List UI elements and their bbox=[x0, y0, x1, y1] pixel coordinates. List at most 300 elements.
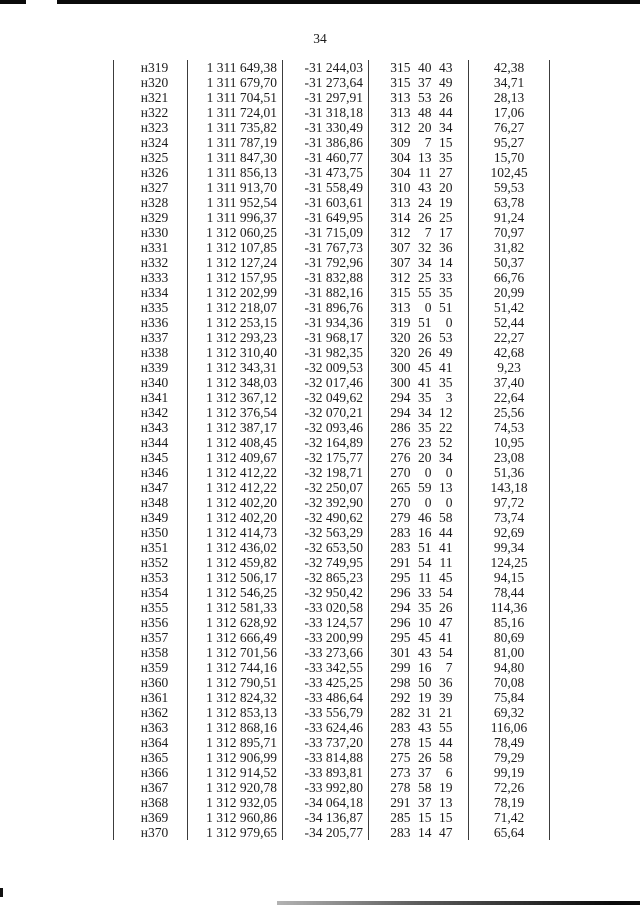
bearing-minutes: 11 bbox=[418, 165, 432, 180]
cell-point-id: н333 bbox=[114, 270, 188, 285]
cell-distance: 10,95 bbox=[469, 435, 550, 450]
cell-point-id: н341 bbox=[114, 390, 188, 405]
bearing-degrees: 313 bbox=[390, 90, 411, 105]
cell-distance: 25,56 bbox=[469, 405, 550, 420]
table-body bbox=[114, 60, 550, 840]
cell-y-coordinate: -31 832,88 bbox=[283, 270, 369, 285]
bearing-minutes: 0 bbox=[424, 300, 432, 315]
table-row bbox=[114, 810, 550, 825]
cell-distance: 71,42 bbox=[469, 810, 550, 825]
cell-distance: 34,71 bbox=[469, 75, 550, 90]
cell-x-coordinate: 1 311 724,01 bbox=[188, 105, 283, 120]
bearing-seconds: 52 bbox=[439, 435, 453, 450]
bearing-minutes: 0 bbox=[424, 465, 432, 480]
bearing-seconds: 21 bbox=[439, 705, 453, 720]
cell-x-coordinate: 1 312 376,54 bbox=[188, 405, 283, 420]
cell-x-coordinate: 1 312 853,13 bbox=[188, 705, 283, 720]
cell-bearing-dms bbox=[369, 405, 469, 420]
cell-point-id: н325 bbox=[114, 150, 188, 165]
cell-point-id: н331 bbox=[114, 240, 188, 255]
bearing-seconds: 33 bbox=[439, 270, 453, 285]
cell-distance: 102,45 bbox=[469, 165, 550, 180]
bearing-seconds: 34 bbox=[439, 450, 453, 465]
bearing-minutes: 16 bbox=[418, 525, 432, 540]
cell-x-coordinate: 1 312 202,99 bbox=[188, 285, 283, 300]
bearing-minutes: 35 bbox=[418, 390, 432, 405]
bearing-seconds: 15 bbox=[439, 135, 453, 150]
table-row bbox=[114, 825, 550, 840]
table-row bbox=[114, 195, 550, 210]
table-row bbox=[114, 75, 550, 90]
cell-point-id: н322 bbox=[114, 105, 188, 120]
bearing-degrees: 304 bbox=[390, 165, 411, 180]
table-row bbox=[114, 150, 550, 165]
cell-y-coordinate: -31 792,96 bbox=[283, 255, 369, 270]
table-row bbox=[114, 90, 550, 105]
bearing-degrees: 314 bbox=[390, 210, 411, 225]
table-row bbox=[114, 420, 550, 435]
bearing-minutes: 26 bbox=[418, 345, 432, 360]
bearing-degrees: 313 bbox=[390, 300, 411, 315]
coordinate-table bbox=[113, 60, 550, 840]
cell-point-id: н359 bbox=[114, 660, 188, 675]
cell-distance: 99,19 bbox=[469, 765, 550, 780]
cell-bearing-dms bbox=[369, 525, 469, 540]
cell-distance: 15,70 bbox=[469, 150, 550, 165]
cell-point-id: н347 bbox=[114, 480, 188, 495]
cell-bearing-dms bbox=[369, 510, 469, 525]
bearing-minutes: 43 bbox=[418, 180, 432, 195]
bearing-degrees: 265 bbox=[390, 480, 411, 495]
bearing-seconds: 0 bbox=[445, 465, 453, 480]
cell-x-coordinate: 1 312 895,71 bbox=[188, 735, 283, 750]
cell-x-coordinate: 1 312 218,07 bbox=[188, 300, 283, 315]
cell-distance: 92,69 bbox=[469, 525, 550, 540]
cell-x-coordinate: 1 312 506,17 bbox=[188, 570, 283, 585]
cell-x-coordinate: 1 312 436,02 bbox=[188, 540, 283, 555]
cell-distance: 28,13 bbox=[469, 90, 550, 105]
cell-bearing-dms bbox=[369, 75, 469, 90]
cell-bearing-dms bbox=[369, 705, 469, 720]
bearing-degrees: 307 bbox=[390, 240, 411, 255]
table-row bbox=[114, 660, 550, 675]
cell-distance: 76,27 bbox=[469, 120, 550, 135]
bearing-degrees: 312 bbox=[390, 225, 411, 240]
cell-x-coordinate: 1 312 387,17 bbox=[188, 420, 283, 435]
bearing-minutes: 54 bbox=[418, 555, 432, 570]
page-number: 34 bbox=[313, 31, 327, 46]
bearing-degrees: 294 bbox=[390, 600, 411, 615]
bearing-degrees: 279 bbox=[390, 510, 411, 525]
cell-point-id: н369 bbox=[114, 810, 188, 825]
cell-bearing-dms bbox=[369, 585, 469, 600]
bearing-seconds: 43 bbox=[439, 60, 453, 75]
cell-y-coordinate: -32 653,50 bbox=[283, 540, 369, 555]
bearing-degrees: 299 bbox=[390, 660, 411, 675]
cell-point-id: н350 bbox=[114, 525, 188, 540]
bearing-degrees: 295 bbox=[390, 570, 411, 585]
cell-bearing-dms bbox=[369, 780, 469, 795]
table-row bbox=[114, 360, 550, 375]
cell-distance: 97,72 bbox=[469, 495, 550, 510]
table-row bbox=[114, 405, 550, 420]
bearing-minutes: 45 bbox=[418, 360, 432, 375]
cell-bearing-dms bbox=[369, 555, 469, 570]
bearing-degrees: 294 bbox=[390, 405, 411, 420]
cell-bearing-dms bbox=[369, 60, 469, 75]
bearing-degrees: 312 bbox=[390, 120, 411, 135]
table-row bbox=[114, 435, 550, 450]
scan-artifact-top-bar bbox=[0, 0, 640, 4]
bearing-seconds: 27 bbox=[439, 165, 453, 180]
cell-x-coordinate: 1 312 932,05 bbox=[188, 795, 283, 810]
table-row bbox=[114, 480, 550, 495]
cell-y-coordinate: -32 070,21 bbox=[283, 405, 369, 420]
cell-point-id: н338 bbox=[114, 345, 188, 360]
table-row bbox=[114, 210, 550, 225]
bearing-seconds: 22 bbox=[439, 420, 453, 435]
cell-bearing-dms bbox=[369, 480, 469, 495]
cell-distance: 73,74 bbox=[469, 510, 550, 525]
bearing-seconds: 36 bbox=[439, 240, 453, 255]
bearing-seconds: 47 bbox=[439, 825, 453, 840]
bearing-minutes: 40 bbox=[418, 60, 432, 75]
bearing-minutes: 20 bbox=[418, 450, 432, 465]
table-row bbox=[114, 450, 550, 465]
cell-y-coordinate: -31 460,77 bbox=[283, 150, 369, 165]
bearing-degrees: 315 bbox=[390, 75, 411, 90]
bearing-minutes: 58 bbox=[418, 780, 432, 795]
cell-y-coordinate: -31 297,91 bbox=[283, 90, 369, 105]
cell-point-id: н357 bbox=[114, 630, 188, 645]
cell-x-coordinate: 1 312 914,52 bbox=[188, 765, 283, 780]
table-row bbox=[114, 555, 550, 570]
cell-x-coordinate: 1 312 906,99 bbox=[188, 750, 283, 765]
bearing-seconds: 41 bbox=[439, 540, 453, 555]
cell-x-coordinate: 1 312 367,12 bbox=[188, 390, 283, 405]
cell-distance: 66,76 bbox=[469, 270, 550, 285]
table-row bbox=[114, 240, 550, 255]
bearing-degrees: 276 bbox=[390, 435, 411, 450]
table-row bbox=[114, 705, 550, 720]
bearing-seconds: 3 bbox=[445, 390, 453, 405]
cell-x-coordinate: 1 311 649,38 bbox=[188, 60, 283, 75]
bearing-degrees: 310 bbox=[390, 180, 411, 195]
bearing-degrees: 275 bbox=[390, 750, 411, 765]
cell-point-id: н370 bbox=[114, 825, 188, 840]
cell-bearing-dms bbox=[369, 810, 469, 825]
table-row bbox=[114, 600, 550, 615]
cell-bearing-dms bbox=[369, 465, 469, 480]
table-row bbox=[114, 255, 550, 270]
cell-point-id: н353 bbox=[114, 570, 188, 585]
cell-x-coordinate: 1 312 253,15 bbox=[188, 315, 283, 330]
cell-bearing-dms bbox=[369, 420, 469, 435]
bearing-minutes: 35 bbox=[418, 600, 432, 615]
cell-point-id: н332 bbox=[114, 255, 188, 270]
cell-point-id: н351 bbox=[114, 540, 188, 555]
cell-point-id: н329 bbox=[114, 210, 188, 225]
bearing-degrees: 291 bbox=[390, 555, 411, 570]
bearing-degrees: 304 bbox=[390, 150, 411, 165]
cell-distance: 9,23 bbox=[469, 360, 550, 375]
cell-bearing-dms bbox=[369, 120, 469, 135]
cell-y-coordinate: -31 273,64 bbox=[283, 75, 369, 90]
table-row bbox=[114, 315, 550, 330]
bearing-minutes: 37 bbox=[418, 75, 432, 90]
cell-point-id: н321 bbox=[114, 90, 188, 105]
cell-distance: 94,80 bbox=[469, 660, 550, 675]
bearing-minutes: 51 bbox=[418, 315, 432, 330]
cell-x-coordinate: 1 312 293,23 bbox=[188, 330, 283, 345]
cell-point-id: н348 bbox=[114, 495, 188, 510]
cell-bearing-dms bbox=[369, 615, 469, 630]
cell-x-coordinate: 1 312 628,92 bbox=[188, 615, 283, 630]
bearing-minutes: 34 bbox=[418, 405, 432, 420]
bearing-minutes: 35 bbox=[418, 420, 432, 435]
cell-y-coordinate: -32 865,23 bbox=[283, 570, 369, 585]
bearing-seconds: 49 bbox=[439, 75, 453, 90]
bearing-degrees: 313 bbox=[390, 105, 411, 120]
cell-y-coordinate: -33 737,20 bbox=[283, 735, 369, 750]
cell-point-id: н328 bbox=[114, 195, 188, 210]
cell-bearing-dms bbox=[369, 390, 469, 405]
cell-bearing-dms bbox=[369, 765, 469, 780]
table-row bbox=[114, 330, 550, 345]
bearing-seconds: 13 bbox=[439, 795, 453, 810]
cell-y-coordinate: -31 558,49 bbox=[283, 180, 369, 195]
bearing-degrees: 296 bbox=[390, 615, 411, 630]
table-row bbox=[114, 675, 550, 690]
table-row bbox=[114, 510, 550, 525]
cell-distance: 124,25 bbox=[469, 555, 550, 570]
bearing-seconds: 12 bbox=[439, 405, 453, 420]
bearing-seconds: 53 bbox=[439, 330, 453, 345]
cell-y-coordinate: -31 649,95 bbox=[283, 210, 369, 225]
cell-bearing-dms bbox=[369, 795, 469, 810]
cell-point-id: н358 bbox=[114, 645, 188, 660]
cell-distance: 116,06 bbox=[469, 720, 550, 735]
cell-x-coordinate: 1 312 920,78 bbox=[188, 780, 283, 795]
cell-x-coordinate: 1 312 412,22 bbox=[188, 480, 283, 495]
cell-distance: 78,44 bbox=[469, 585, 550, 600]
cell-point-id: н330 bbox=[114, 225, 188, 240]
bearing-seconds: 19 bbox=[439, 195, 453, 210]
cell-point-id: н363 bbox=[114, 720, 188, 735]
bearing-degrees: 320 bbox=[390, 330, 411, 345]
table-row bbox=[114, 135, 550, 150]
cell-distance: 75,84 bbox=[469, 690, 550, 705]
cell-x-coordinate: 1 312 459,82 bbox=[188, 555, 283, 570]
table-row bbox=[114, 570, 550, 585]
cell-point-id: н364 bbox=[114, 735, 188, 750]
cell-y-coordinate: -33 342,55 bbox=[283, 660, 369, 675]
cell-bearing-dms bbox=[369, 435, 469, 450]
bearing-seconds: 41 bbox=[439, 630, 453, 645]
bearing-seconds: 35 bbox=[439, 150, 453, 165]
cell-point-id: н344 bbox=[114, 435, 188, 450]
cell-point-id: н361 bbox=[114, 690, 188, 705]
cell-x-coordinate: 1 311 704,51 bbox=[188, 90, 283, 105]
cell-point-id: н360 bbox=[114, 675, 188, 690]
cell-bearing-dms bbox=[369, 630, 469, 645]
bearing-seconds: 13 bbox=[439, 480, 453, 495]
cell-point-id: н367 bbox=[114, 780, 188, 795]
cell-y-coordinate: -32 009,53 bbox=[283, 360, 369, 375]
cell-x-coordinate: 1 312 868,16 bbox=[188, 720, 283, 735]
bearing-seconds: 51 bbox=[439, 300, 453, 315]
cell-distance: 17,06 bbox=[469, 105, 550, 120]
bearing-seconds: 15 bbox=[439, 810, 453, 825]
cell-y-coordinate: -33 486,64 bbox=[283, 690, 369, 705]
cell-x-coordinate: 1 311 996,37 bbox=[188, 210, 283, 225]
bearing-degrees: 320 bbox=[390, 345, 411, 360]
cell-y-coordinate: -34 205,77 bbox=[283, 825, 369, 840]
table-row bbox=[114, 225, 550, 240]
cell-y-coordinate: -31 934,36 bbox=[283, 315, 369, 330]
cell-bearing-dms bbox=[369, 135, 469, 150]
cell-x-coordinate: 1 312 402,20 bbox=[188, 510, 283, 525]
cell-bearing-dms bbox=[369, 180, 469, 195]
bearing-minutes: 19 bbox=[418, 690, 432, 705]
cell-point-id: н346 bbox=[114, 465, 188, 480]
cell-x-coordinate: 1 312 701,56 bbox=[188, 645, 283, 660]
bearing-seconds: 34 bbox=[439, 120, 453, 135]
bearing-seconds: 35 bbox=[439, 285, 453, 300]
cell-x-coordinate: 1 312 402,20 bbox=[188, 495, 283, 510]
cell-distance: 59,53 bbox=[469, 180, 550, 195]
cell-bearing-dms bbox=[369, 255, 469, 270]
cell-distance: 50,37 bbox=[469, 255, 550, 270]
cell-distance: 51,36 bbox=[469, 465, 550, 480]
bearing-degrees: 315 bbox=[390, 285, 411, 300]
bearing-seconds: 35 bbox=[439, 375, 453, 390]
cell-distance: 37,40 bbox=[469, 375, 550, 390]
cell-distance: 69,32 bbox=[469, 705, 550, 720]
bearing-seconds: 20 bbox=[439, 180, 453, 195]
scan-artifact-bottom-bar bbox=[277, 901, 640, 905]
bearing-seconds: 11 bbox=[439, 555, 453, 570]
cell-bearing-dms bbox=[369, 300, 469, 315]
cell-distance: 42,38 bbox=[469, 60, 550, 75]
bearing-seconds: 25 bbox=[439, 210, 453, 225]
cell-point-id: н319 bbox=[114, 60, 188, 75]
bearing-minutes: 26 bbox=[418, 330, 432, 345]
bearing-seconds: 7 bbox=[445, 660, 453, 675]
cell-distance: 95,27 bbox=[469, 135, 550, 150]
cell-y-coordinate: -32 749,95 bbox=[283, 555, 369, 570]
bearing-minutes: 53 bbox=[418, 90, 432, 105]
cell-distance: 78,49 bbox=[469, 735, 550, 750]
cell-distance: 80,69 bbox=[469, 630, 550, 645]
cell-bearing-dms bbox=[369, 330, 469, 345]
cell-point-id: н326 bbox=[114, 165, 188, 180]
bearing-minutes: 7 bbox=[424, 135, 432, 150]
cell-point-id: н334 bbox=[114, 285, 188, 300]
cell-bearing-dms bbox=[369, 285, 469, 300]
table-row bbox=[114, 105, 550, 120]
cell-point-id: н336 bbox=[114, 315, 188, 330]
cell-bearing-dms bbox=[369, 345, 469, 360]
cell-bearing-dms bbox=[369, 750, 469, 765]
cell-point-id: н362 bbox=[114, 705, 188, 720]
bearing-minutes: 50 bbox=[418, 675, 432, 690]
table-row bbox=[114, 465, 550, 480]
table-row bbox=[114, 615, 550, 630]
cell-bearing-dms bbox=[369, 825, 469, 840]
cell-x-coordinate: 1 312 581,33 bbox=[188, 600, 283, 615]
cell-bearing-dms bbox=[369, 270, 469, 285]
cell-bearing-dms bbox=[369, 675, 469, 690]
bearing-seconds: 44 bbox=[439, 735, 453, 750]
cell-distance: 31,82 bbox=[469, 240, 550, 255]
cell-x-coordinate: 1 312 060,25 bbox=[188, 225, 283, 240]
table-row bbox=[114, 495, 550, 510]
bearing-seconds: 36 bbox=[439, 675, 453, 690]
cell-x-coordinate: 1 311 787,19 bbox=[188, 135, 283, 150]
bearing-seconds: 55 bbox=[439, 720, 453, 735]
cell-point-id: н356 bbox=[114, 615, 188, 630]
cell-bearing-dms bbox=[369, 645, 469, 660]
cell-y-coordinate: -32 250,07 bbox=[283, 480, 369, 495]
cell-y-coordinate: -31 715,09 bbox=[283, 225, 369, 240]
cell-y-coordinate: -32 198,71 bbox=[283, 465, 369, 480]
cell-point-id: н355 bbox=[114, 600, 188, 615]
bearing-seconds: 41 bbox=[439, 360, 453, 375]
bearing-minutes: 41 bbox=[418, 375, 432, 390]
cell-point-id: н337 bbox=[114, 330, 188, 345]
bearing-degrees: 278 bbox=[390, 780, 411, 795]
cell-y-coordinate: -31 318,18 bbox=[283, 105, 369, 120]
table-row bbox=[114, 795, 550, 810]
cell-x-coordinate: 1 311 952,54 bbox=[188, 195, 283, 210]
cell-y-coordinate: -32 017,46 bbox=[283, 375, 369, 390]
cell-point-id: н340 bbox=[114, 375, 188, 390]
bearing-degrees: 278 bbox=[390, 735, 411, 750]
table-row bbox=[114, 750, 550, 765]
table-row bbox=[114, 270, 550, 285]
cell-x-coordinate: 1 312 790,51 bbox=[188, 675, 283, 690]
bearing-degrees: 276 bbox=[390, 450, 411, 465]
cell-y-coordinate: -32 049,62 bbox=[283, 390, 369, 405]
cell-x-coordinate: 1 312 310,40 bbox=[188, 345, 283, 360]
cell-y-coordinate: -33 992,80 bbox=[283, 780, 369, 795]
bearing-minutes: 26 bbox=[418, 750, 432, 765]
cell-distance: 81,00 bbox=[469, 645, 550, 660]
table-row bbox=[114, 765, 550, 780]
bearing-degrees: 286 bbox=[390, 420, 411, 435]
bearing-seconds: 26 bbox=[439, 600, 453, 615]
cell-point-id: н323 bbox=[114, 120, 188, 135]
bearing-seconds: 39 bbox=[439, 690, 453, 705]
bearing-degrees: 294 bbox=[390, 390, 411, 405]
cell-bearing-dms bbox=[369, 540, 469, 555]
cell-x-coordinate: 1 312 348,03 bbox=[188, 375, 283, 390]
bearing-minutes: 14 bbox=[418, 825, 432, 840]
bearing-degrees: 296 bbox=[390, 585, 411, 600]
bearing-seconds: 14 bbox=[439, 255, 453, 270]
cell-y-coordinate: -32 563,29 bbox=[283, 525, 369, 540]
cell-bearing-dms bbox=[369, 495, 469, 510]
bearing-seconds: 44 bbox=[439, 105, 453, 120]
cell-x-coordinate: 1 312 127,24 bbox=[188, 255, 283, 270]
bearing-minutes: 20 bbox=[418, 120, 432, 135]
cell-x-coordinate: 1 311 856,13 bbox=[188, 165, 283, 180]
bearing-degrees: 291 bbox=[390, 795, 411, 810]
cell-x-coordinate: 1 312 157,95 bbox=[188, 270, 283, 285]
scan-artifact-left-mark bbox=[0, 888, 3, 897]
bearing-minutes: 25 bbox=[418, 270, 432, 285]
